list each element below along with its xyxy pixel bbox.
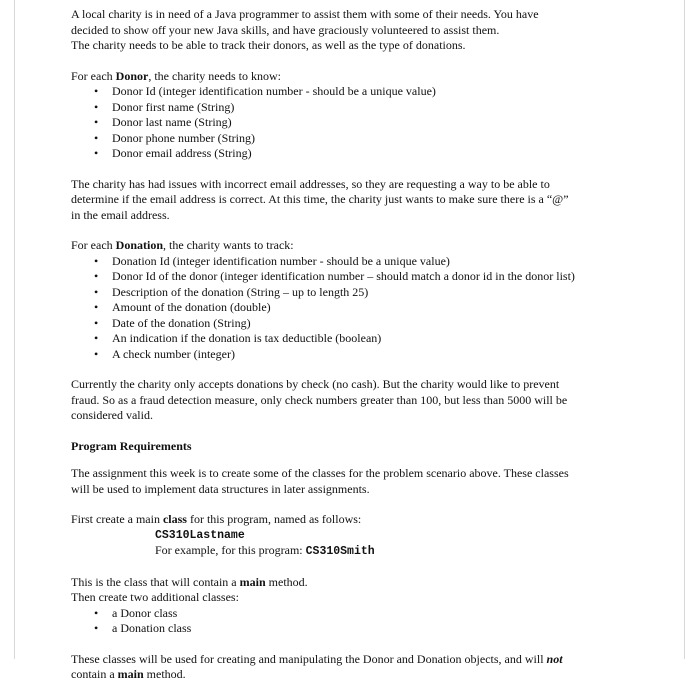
list-item: • Donor first name (String) — [94, 100, 616, 116]
text-line: will be used to implement data structures in later assignments. — [71, 481, 370, 496]
donation-field-list — [71, 254, 616, 363]
list-item: • Donation Id (integer identification number - should be a unique value) — [94, 254, 616, 270]
text-line: A local charity is in need of a Java programmer to assist them with some of their needs. You have — [71, 7, 539, 21]
page-edge-left — [14, 0, 15, 659]
text-line: The charity has had issues with incorrect email addresses, so they are requesting a way to be able to — [71, 176, 550, 191]
fraud-paragraph — [71, 377, 616, 424]
text-line: Then create two additional classes: — [71, 590, 239, 604]
section-heading: Program Requirements — [71, 438, 192, 453]
list-item: • a Donation class — [94, 621, 616, 637]
main-class-line: First create a main class for this program, named as follows: — [71, 512, 362, 526]
donation-lead: For each Donation, the charity wants to track: — [71, 238, 294, 252]
list-item: • An indication if the donation is tax deductible (boolean) — [94, 331, 616, 347]
closing-line: contain a main method. — [71, 667, 186, 681]
list-item: • Description of the donation (String – up to length 25) — [94, 285, 616, 301]
assignment-paragraph — [71, 466, 616, 497]
text-line: considered valid. — [71, 408, 153, 422]
list-item: • Donor phone number (String) — [94, 131, 616, 147]
page-edge-right — [684, 0, 685, 659]
list-item: • Amount of the donation (double) — [94, 300, 616, 316]
text-line: determine if the email address is correct. At this time, the charity just wants to make sure there is a “@” — [71, 192, 569, 206]
text-line: The charity needs to be able to track their donors, as well as the type of donations. — [71, 38, 466, 52]
intro-paragraph — [71, 7, 616, 54]
list-item: • Donor Id of the donor (integer identification number – should match a donor id in the donor list) — [94, 269, 616, 285]
text-line: in the email address. — [71, 207, 170, 222]
text-line: decided to show off your new Java skills, and have graciously volunteered to assist them. — [71, 22, 500, 37]
class-name-template: CS310Lastname — [155, 528, 245, 542]
class-list — [71, 606, 616, 637]
class-name-example: For example, for this program: CS310Smith — [155, 543, 375, 558]
list-item: • a Donor class — [94, 606, 616, 622]
list-item: • A check number (integer) — [94, 347, 616, 363]
list-item: • Date of the donation (String) — [94, 316, 616, 332]
list-item: • Donor Id (integer identification number - should be a unique value) — [94, 84, 616, 100]
text-line: Currently the charity only accepts donations by check (no cash). But the charity would like to prevent — [71, 377, 560, 391]
text-line: fraud. So as a fraud detection measure, only check numbers greater than 100, but less than 5000 will be — [71, 392, 568, 407]
list-item: • Donor email address (String) — [94, 146, 616, 162]
document-body — [71, 7, 616, 683]
list-item: • Donor last name (String) — [94, 115, 616, 131]
donor-field-list — [71, 84, 616, 162]
donor-lead: For each Donor, the charity needs to know: — [71, 68, 281, 83]
closing-line: These classes will be used for creating and manipulating the Donor and Donation objects, and will not — [71, 651, 563, 666]
text-line: The assignment this week is to create some of the classes for the problem scenario above. These classes — [71, 466, 569, 480]
main-method-line: This is the class that will contain a main method. — [71, 574, 308, 589]
email-paragraph — [71, 177, 616, 224]
